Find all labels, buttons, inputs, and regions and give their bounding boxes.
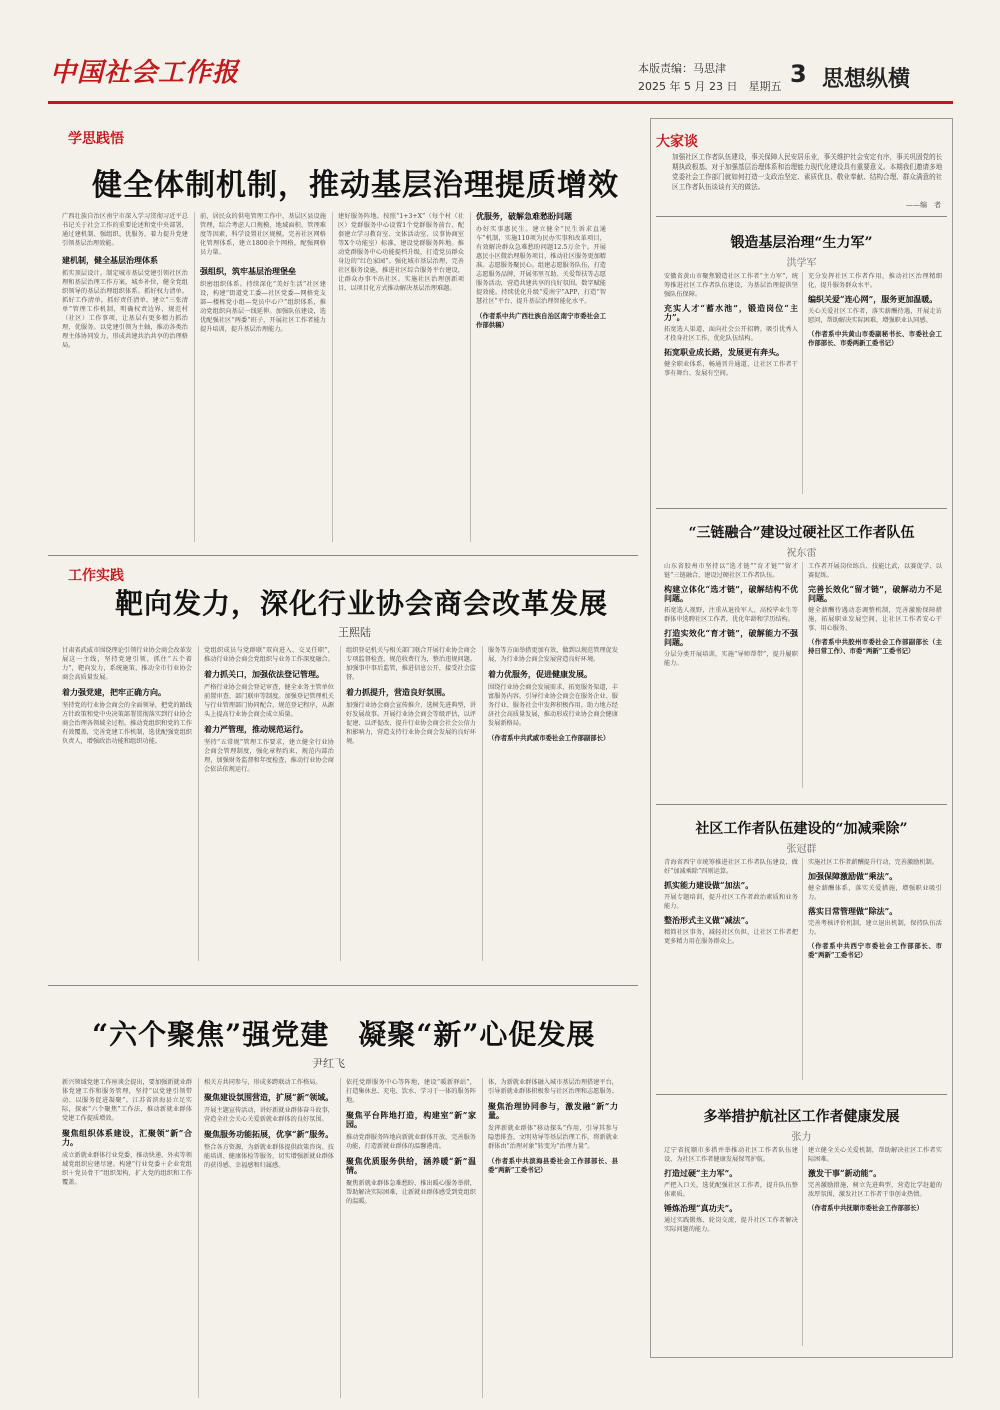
divider [198,1078,199,1398]
article2-sub2: 着力抓关口，加强依法登记管理。 [204,669,324,679]
sidebar-item4-note: （作者系中共抚顺市委社会工作部部长） [808,1204,924,1212]
divider [802,272,803,494]
article2-col3: 组织登记机关与相关部门联合开展行业协会商会专项监督检查，规范收费行为，整治违规问题。加强事中事后监管，推进信息公开，接受社会监督。 着力抓提升，营造良好氛围。 加强行业协会商会宣传推介，选树先进典型，讲好发展故事。开展行业协会商会等级评估，以评促建、以评促改，提升行业协会商会社会公信力和影响力，营造支持行业协会商会发展的良好环境。 [346,647,476,745]
article2-col2: 党组织成员与党群联“双向进入、交叉任职”，推动行业协会商会党组织与业务工作深度融合。 着力抓关口，加强依法登记管理。 严格行业协会商会登记审查，健全业务主管单位前置审查、部门联审等制度。加强登记管理机关与行业管理部门协同配合，规范登记程序，从源头上提高行业协会商会成立质量。 着力严管理，推动规范运行。 坚持“五常规”管理工作要求，建立健全行业协会商会管理制度，强化章程约束，规范内部治理，加强财务监督和年度检查，推动行业协会商会依法依规运行。 [204,647,334,773]
article1-note: （作者系中共广西壮族自治区南宁市委社会工作部供稿） [476,312,606,329]
sidebar-item2-col2: 工作者开展岗位练兵、技能比武，以赛促学、以赛促练。 完善长效化“留才链”，破解动力不足问题。 健全薪酬待遇动态调整机制，完善激励保障措施，拓展职业发展空间，让社区工作者安心干事、用心服务。 （作者系中共胶州市委社会工作部副部长（主持日常工作）、市委“两新”工委书记） [808,563,942,655]
sidebar-item3-sub4: 落实日常管理做“除法”。 [808,906,898,916]
article2-kicker: 工作实践 [68,568,124,584]
article2-note: （作者系中共武威市委社会工作部副部长） [488,734,610,742]
article2-sub4: 着力优服务，促进健康发展。 [488,669,592,679]
divider [802,1146,803,1346]
section-name: 思想纵横 [822,67,911,92]
issue-date: 2025 年 5 月 23 日 星期五 [638,80,782,93]
sidebar-item3-col2: 实施社区工作者薪酬提升行动，完善激励机制。 加强保障激励做“乘法”。 健全薪酬体系，落实关爱措施，增强职业吸引力。 落实日常管理做“除法”。 完善考核评价机制，建立退出机制，保持队伍活力。 （作者系中共西宁市委社会工作部部长、市委“两新”工委书记） [808,859,942,959]
sidebar-item4-sub3: 激发干事“新动能”。 [808,1168,882,1178]
sidebar-intro: 加强社区工作者队伍建设，事关保障人民安居乐业，事关维护社会安定有序，事关巩固党的长期执政根基。对于加强基层治理体系和治理能力现代化建设具有重要意义。本期我们邀请多地党委社会工作部门就如何打造一支政治坚定、素质优良、敬业奉献、结构合理、群众满意的社区工作者队伍谈谈有关的做法。 [672,153,943,191]
sidebar-item3-sub1: 抓实能力建设做“加法”。 [664,880,754,890]
top-rule [48,101,953,104]
sidebar-item3-col1: 青海省西宁市统筹推进社区工作者队伍建设，做好“加减乘除”四则运算。 抓实能力建设做“加法”。 开展专题培训，提升社区工作者政治素质和业务能力。 整治形式主义做“减法”。 精简社区事务，减轻社区负担，让社区工作者把更多精力用在服务群众上。 [664,859,798,945]
sidebar-item2-col1: 山东省胶州市坚持以“选才链”“育才链”“留才链”三链融合，建设过硬社区工作者队伍。 构建立体化“选才链”，破解结构不优问题。 拓宽选人视野，注重从退役军人、高校毕业生等群体中选聘社区工作者，优化年龄和学历结构。 打造实效化“育才链”，破解能力不强问题。 分层分类开展培训，实施“导师帮带”，提升履职能力。 [664,563,798,667]
sidebar-item3-title: 社区工作者队伍建设的“加减乘除” [695,821,908,837]
article3-sub5: 聚焦治理协同参与，激发融“新”力量。 [488,1101,618,1120]
sidebar-item1-sub1: 充实人才“蓄水池”，锻造岗位“主力”。 [664,303,798,322]
sidebar-item1-title: 锻造基层治理“生力军” [730,235,873,251]
sidebar-item1-sub3: 拓宽职业成长路，发展更有奔头。 [664,347,784,357]
sidebar-rule [656,1094,947,1095]
article2-col1: 甘肃省武威市围绕理论引领行业协会商会改革发展这一主线，坚持党建引领、抓住“五个着力”，靶向发力，系统施策，推动全市行业协会商会高质量发展。 着力强党建，把牢正确方向。 坚持党的行业协会商会的全面领导，把党的路线方针政策和党中央决策部署贯彻落实到行业协会商会治理各领域全过程。推动党组织和党的工作有效覆盖，完善党建工作机制，选优配强党组织负责人，增强政治功能和组织功能。 [62,647,192,745]
page-number: 3 [790,60,807,88]
article2-sub3: 着力严管理，推动规范运行。 [204,724,308,734]
sidebar-item4-col2: 建立健全关心关爱机制，帮助解决社区工作者实际困难。 激发干事“新动能”。 完善激励措施，树立先进典型，营造比学赶超的浓厚氛围，激发社区工作者干事创业热情。 （作者系中共抚顺市委社会工作部部长） [808,1147,942,1212]
article1-sub1: 建机制，健全基层治理体系 [62,255,158,265]
article3-note: （作者系中共滨海县委社会工作部部长、县委“两新”工委书记） [488,1157,618,1174]
article2-title: 靶向发力，深化行业协会商会改革发展 [115,587,609,620]
article3-col3: 依托党群服务中心等阵地，建设“暖新驿站”，打造集休息、充电、饮水、学习于一体的服务阵地。 聚焦平台阵地打造，构建室“新”家园。 推动党群服务阵地向新就业群体开放，完善服务功能，打造新就业群体的温馨港湾。 聚焦优质服务供给，涵养暖“新”温情。 聚焦新就业群体急难愁盼，推出暖心服务举措，帮助解决实际困难，让新就业群体感受到党组织的温暖。 [346,1079,476,1205]
article3-sub3: 聚焦平台阵地打造，构建室“新”家园。 [346,1110,476,1129]
sidebar-item1-note: （作者系中共黄山市委副秘书长、市委社会工作部部长、市委两新工委书记） [808,330,942,347]
divider [802,562,803,788]
divider [470,212,471,542]
sidebar-item2-sub3: 完善长效化“留才链”，破解动力不足问题。 [808,584,942,603]
sidebar-item4-sub1: 打造过硬“主力军”。 [664,1168,738,1178]
sidebar-item3-author: 张冠群 [786,844,817,855]
sidebar-item4-title: 多举措护航社区工作者健康发展 [703,1109,900,1125]
divider [332,212,333,542]
divider [340,646,341,961]
article1-col2: 前，居民众的供电管理工作中，基层区县设施管理，综合考虑人口规模、地域面积、管理难度等因素，科学设置社区规模。完善社区网格化管理体系，建立1800余个网格，配强网格员力量。 强组织，筑牢基层治理堡垒 织密组织体系。持续深化“美好生活”社区建设，构建“街道党工委—社区党委—网格党支部—楼栋党小组—党员中心户”组织体系，推动党组织向基层一线延伸。加强队伍建设，选优配强社区“两委”班子，开展社区工作者能力提升培训，提升基层治理能力。 [200,213,326,333]
sidebar-item4-author: 张力 [791,1132,812,1143]
sidebar-item3-note: （作者系中共西宁市委社会工作部部长、市委“两新”工委书记） [808,942,942,959]
article2-col4: 服务等方面举措更加有效，做到以规范管理促发展，为行业协会商会发展营造良好环境。 着力优服务，促进健康发展。 围绕行业协会商会发展需求，拓宽服务渠道，丰富服务内容，引导行业协会商会在服务企业、服务行业、服务社会中发挥积极作用，助力地方经济社会高质量发展，推动形成行业协会商会健康发展新格局。 （作者系中共武威市委社会工作部副部长） [488,647,618,742]
sidebar-item1-col1: 安徽省黄山市聚焦锻造社区工作者“主力军”，统筹推进社区工作者队伍建设，为基层治理提供坚强队伍保障。 充实人才“蓄水池”，锻造岗位“主力”。 拓宽选人渠道，面向社会公开招聘，吸引优秀人才投身社区工作，优化队伍结构。 拓宽职业成长路，发展更有奔头。 健全职业体系，畅通晋升通道，让社区工作者干事有舞台、发展有空间。 [664,273,798,377]
sidebar-item1-author: 洪学军 [786,258,817,269]
article3-col1: 新兴领域党建工作座谈会提出，要加强新就业群体党建工作和服务管理，坚持“以党建引领带动、以服务促进凝聚”。江苏省滨海县立足实际，探索“六个聚焦”工作法，推动新就业群体党建工作提质增效。 聚焦组织体系建设，汇聚领“新”合力。 成立新就业群体行业党委，推动快递、外卖等领域党组织应建尽建。构建“行业党委＋企业党组织＋党员骨干”组织架构，扩大党的组织和工作覆盖。 [62,1079,192,1186]
sidebar-item2-sub2: 打造实效化“育才链”，破解能力不强问题。 [664,628,798,647]
sidebar-item1-sub2: 编织关爱“连心网”，服务更加温暖。 [808,294,938,304]
sidebar-item4-sub2: 锤炼治理“真功夫”。 [664,1203,738,1213]
article2-author: 王熙陆 [338,626,371,639]
divider [198,646,199,961]
article3-author: 尹红飞 [312,1057,345,1070]
article3-sub4: 聚焦服务功能拓展，优享“新”服务。 [204,1129,334,1139]
article1-col3: 建好服务阵地。按照“1+3+X”（每个村（社区）党群服务中心设置1个党群服务前台、配套建立学习教育室、文体活动室、议事协商室等X个功能室）标准，建设党群服务阵地。推动党群服务中心功能提档升级，打造党员群众身边的“红色家园”。强化城市基层治理，完善社区服务设施，推进社区综合服务平台建设，让群众办事不出社区。实施社区治理创新项目，以项目化方式推动解决基层治理难题。 [338,213,464,292]
section-rule [48,555,638,556]
divider [482,1078,483,1398]
sidebar-item2-note: （作者系中共胶州市委社会工作部副部长（主持日常工作）、市委“两新”工委书记） [808,638,942,655]
article1-title: 健全体制机制，推动基层治理提质增效 [92,168,619,203]
article3-sub2: 聚焦建设氛围营造，扩展“新”领域。 [204,1092,334,1102]
sidebar-rule [656,508,947,509]
divider [802,858,803,1080]
divider [340,1078,341,1398]
sidebar-item3-sub3: 加强保障激励做“乘法”。 [808,871,898,881]
sidebar-label: 大家谈 [656,134,698,150]
article1-col1: 广西壮族自治区南宁市深入学习贯彻习近平总书记关于社会工作的重要论述和党中央部署，通过建机制、强组织、优服务，着力提升党建引领基层治理效能。 建机制，健全基层治理体系 抓实顶层设计。制定城市基层党建引领社区治理和基层治理工作方案，城乡补位，健全党组织领导的基层治理组织体系。抓好权力清单。抓好工作清单。抓好责任清单，建立“三张清单”管理工作机制，明确权责边界，规范村（社区）工作事项，让基层有更多精力抓治理、优服务。以党建引领为主轴，推动各类治理主体协同发力，形成共建共治共享的治理格局。 [62,213,188,349]
sidebar-item3-sub2: 整治形式主义做“减法”。 [664,915,754,925]
article3-sub1: 聚焦组织体系建设，汇聚领“新”合力。 [62,1128,192,1147]
editor-credit: 本版责编：马思津 [638,62,726,75]
sidebar-intro-signature: ——编 者 [906,201,941,209]
sidebar-item2-title: “三链融合”建设过硬社区工作者队伍 [688,525,915,541]
divider [482,646,483,961]
sidebar-item1-col2: 充分发挥社区工作者作用，推动社区治理精细化，提升服务群众水平。 编织关爱“连心网”，服务更加温暖。 关心关爱社区工作者，落实薪酬待遇，开展走访慰问，帮助解决实际困难，增强职业认同感。 （作者系中共黄山市委副秘书长、市委社会工作部部长、市委两新工委书记） [808,273,942,347]
section-rule [48,985,638,986]
article3-col2: 相关方共同参与，形成多跨联动工作格局。 聚焦建设氛围营造，扩展“新”领域。 开展主题宣传活动，讲好新就业群体奋斗故事，营造全社会关心关爱新就业群体的良好氛围。 聚焦服务功能拓展，优享“新”服务。 整合各方资源，为新就业群体提供政策咨询、技能培训、健康体检等服务，切实增强新就业群体的获得感、幸福感和归属感。 [204,1079,334,1169]
article1-sub2: 强组织，筑牢基层治理堡垒 [200,266,296,276]
article2-sub1: 着力强党建，把牢正确方向。 [62,687,166,697]
divider [194,212,195,542]
sidebar-item4-col1: 辽宁省抚顺市多措并举推动社区工作者队伍建设，为社区工作者健康发展保驾护航。 打造过硬“主力军”。 严把入口关，选优配强社区工作者，提升队伍整体素质。 锤炼治理“真功夫”。 通过实践锻炼、轮岗交流，提升社区工作者解决实际问题的能力。 [664,1147,798,1233]
sidebar-item2-author: 祝东雷 [786,548,817,559]
article1-sub3: 优服务，破解急难愁盼问题 [476,212,572,221]
article3-sub6: 聚焦优质服务供给，涵养暖“新”温情。 [346,1156,476,1175]
article3-col4: 体，为新就业群体融入城市基层治理搭建平台，引导新就业群体积极参与社区治理和志愿服务。 聚焦治理协同参与，激发融“新”力量。 发挥新就业群体“移动探头”作用，引导其参与隐患排查、文明劝导等基层治理工作，将新就业群体由“治理对象”转变为“治理力量”。 （作者系中共滨海县委社会工作部部长、县委“两新”工委书记） [488,1079,618,1174]
article2-sub5: 着力抓提升，营造良好氛围。 [346,687,450,697]
sidebar-rule [656,216,947,217]
sidebar-rule [656,804,947,805]
article1-col4: 优服务，破解急难愁盼问题 办好实事惠民生。建立健全“民生诉求直通车”机制，实施110项为民办实事和改革项目，有效解决群众急难愁盼问题12.5万余个。开展惠民小区微治理服务项目，推动社区服务更加精准。志愿服务聚民心。组建志愿服务队伍，打造志愿服务品牌，开展邻里互助、关爱帮扶等志愿服务活动，营造共建共享的良好氛围。数字赋能提效能。持续优化升级“爱南宁”APP，打造“智慧社区”平台，提升基层治理智能化水平。 （作者系中共广西壮族自治区南宁市委社会工作部供稿） [476,212,606,329]
article3-title: “六个聚焦”强党建 凝聚“新”心促发展 [92,1018,596,1051]
sidebar-item2-sub1: 构建立体化“选才链”，破解结构不优问题。 [664,584,798,603]
article1-intro: 广西壮族自治区南宁市深入学习贯彻习近平总书记关于社会工作的重要论述和党中央部署，通过建机制、强组织、优服务，着力提升党建引领基层治理效能。 [62,213,188,247]
article1-kicker: 学思践悟 [68,131,124,147]
masthead-logo: 中国社会工作报 [50,58,240,88]
